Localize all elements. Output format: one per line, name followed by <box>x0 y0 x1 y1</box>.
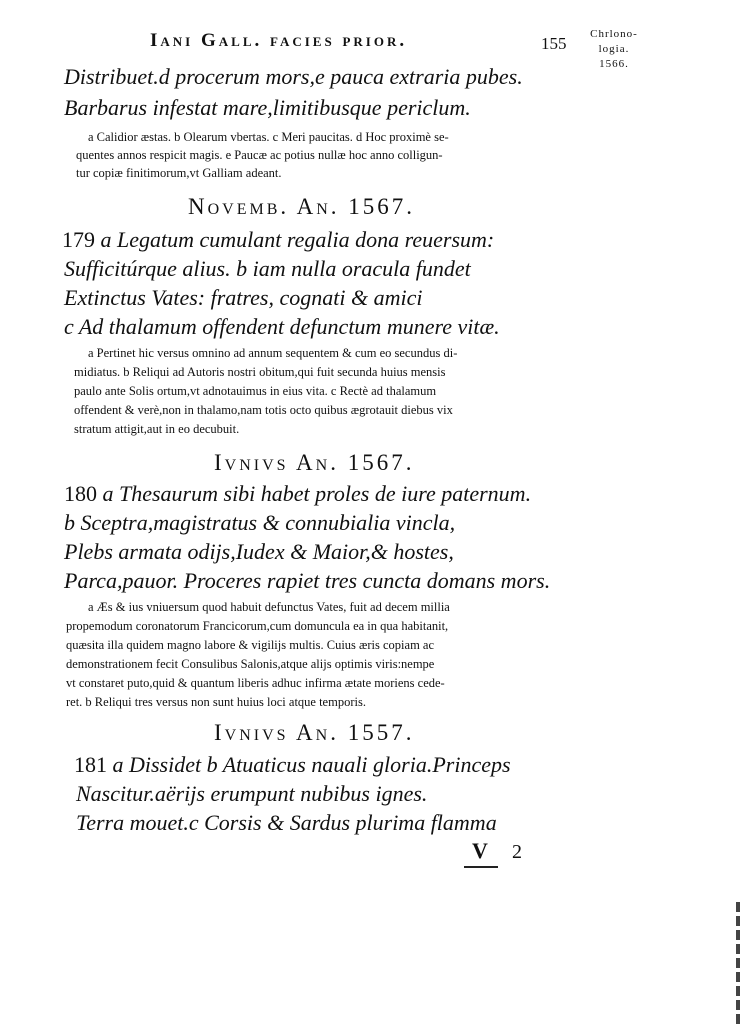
verse-line: Barbarus infestat mare,limitibusque periclum. <box>64 95 471 120</box>
verse-number: 181 <box>74 752 107 777</box>
margin-note-line: 1566. <box>599 58 629 70</box>
footnote-line: a Æs & ius vniuersum quod habuit defunctus Vates, fuit ad decem millia <box>88 600 450 614</box>
section-heading: Ivnivs An. 1567. <box>214 450 415 475</box>
verse-line <box>62 227 494 253</box>
footnote-line: stratum attigit,aut in eo decubuit. <box>74 422 240 436</box>
page-edge-shadow <box>736 902 740 1024</box>
verse-line: Parca,pauor. Proceres rapiet tres cuncta domans mors. <box>64 568 551 593</box>
footnote-line: quentes annos respicit magis. e Paucæ ac potius nullæ hoc anno colligun- <box>76 148 443 162</box>
footnote-line: demonstrationem fecit Consulibus Salonis,atque alijs optimis viris:nempe <box>66 657 435 671</box>
verse-text: a Legatum cumulant regalia dona reuersum: <box>100 227 495 252</box>
verse-number: 179 <box>62 227 95 252</box>
margin-note-line: Chrlono- <box>590 28 638 40</box>
verse-line: b Sceptra,magistratus & connubialia vincla, <box>64 510 456 535</box>
footnote-line: paulo ante Solis ortum,vt adnotauimus in eius vita. c Rectè ad thalamum <box>74 384 437 398</box>
running-head: Iani Gall. facies prior. <box>150 30 408 51</box>
verse-line <box>74 752 511 778</box>
verse-line <box>64 481 531 507</box>
verse-line: Plebs armata odijs,Iudex & Maior,& hostes, <box>64 539 454 564</box>
signature-mark: V <box>472 838 488 863</box>
footnote-line: tur copiæ finitimorum,vt Galliam adeant. <box>76 166 282 180</box>
verse-line: Sufficitúrque alius. b iam nulla oracula fundet <box>64 256 471 281</box>
verse-line: Terra mouet.c Corsis & Sardus plurima flamma <box>76 810 497 835</box>
footnote-line: ret. b Reliqui tres versus non sunt huius loci atque temporis. <box>66 695 366 709</box>
section-heading: Novemb. An. 1567. <box>188 194 416 219</box>
verse-line: c Ad thalamum offendent defunctum munere vitæ. <box>64 314 500 339</box>
signature-number: 2 <box>512 841 522 863</box>
verse-text: a Dissidet b Atuaticus nauali gloria.Princeps <box>112 752 511 777</box>
verse-text: a Thesaurum sibi habet proles de iure paternum. <box>102 481 532 506</box>
footnote-line: propemodum coronatorum Francicorum,cum domuncula ea in qua habitanit, <box>66 619 449 633</box>
verse-line: Distribuet.d procerum mors,e pauca extraria pubes. <box>64 64 523 89</box>
footnote-line: a Calidior æstas. b Olearum vbertas. c Meri paucitas. d Hoc proximè se- <box>88 130 449 144</box>
footnote-line: midiatus. b Reliqui ad Autoris nostri obitum,qui fuit secunda huius mensis <box>74 365 446 379</box>
footnote-line: vt constaret puto,quid & quantum liberis adhuc infirma ætate moriens cede- <box>66 676 445 690</box>
signature-underline <box>464 866 498 868</box>
verse-line: Nascitur.aërijs erumpunt nubibus ignes. <box>76 781 428 806</box>
section-heading: Ivnivs An. 1557. <box>214 720 415 745</box>
verse-number: 180 <box>64 481 97 506</box>
margin-note <box>578 27 650 72</box>
footnote-line: offendent & verè,non in thalamo,nam totis octo quibus ægrotauit diebus vix <box>74 403 453 417</box>
footnote-line: quæsita illa quidem magno labore & vigilijs multis. Cuius æris copiam ac <box>66 638 435 652</box>
margin-note-line: logia. <box>598 43 630 55</box>
page-number: 155 <box>541 34 567 53</box>
footnote-line: a Pertinet hic versus omnino ad annum sequentem & cum eo secundus di- <box>88 346 458 360</box>
verse-line: Extinctus Vates: fratres, cognati & amici <box>64 285 423 310</box>
